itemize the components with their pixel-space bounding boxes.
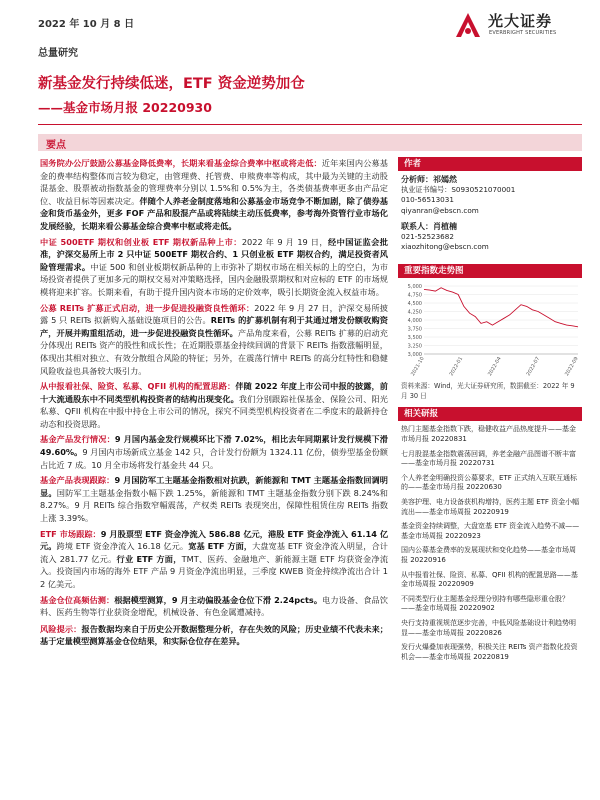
- related-report-item[interactable]: 基金资金持续调整，大盘宽基 ETF 资金流入趋势不减——基金市场周报 20220923: [401, 522, 580, 540]
- analyst-phone: 010-56513031: [401, 195, 454, 205]
- key-point-etf: ETF 市场跟踪：9 月股票型 ETF 资金净流入 586.88 亿元，港股 ETF 资金净流入 61.14 亿元。跨境 ETF 资金净流入 16.18 亿元。宽基 ETF 方面，大盘宽基 ETF 资金净流入明显，合计流入 281.77 亿元。行业 ETF 方面，TMT、医药、金融地产、新能源主题 ETF 均获资金净流入。投资国内市场的海外 ETF 产品 9 月资金净流出明显，三季度 KWEB 资金持续净流出合计 12 亿美元。: [40, 528, 389, 589]
- related-report-item[interactable]: 发行火爆叠加表现强势，积极关注 REITs 资产指数化投资机会——基金市场周报 20220819: [401, 643, 578, 661]
- chart-y-tick-label: 3,500: [407, 335, 422, 342]
- chart-x-tick-label: 2022-04: [487, 356, 503, 378]
- chart-y-tick-label: 3,250: [407, 343, 422, 350]
- chart-y-tick-label: 3,000: [407, 352, 422, 359]
- sidebar: [398, 157, 582, 667]
- key-point-position: 基金仓位高频估测：根据模型测算，9 月主动偏股基金仓位下滑 2.24pcts。电力设备、食品饮料、医药生物等行业获资金增配，机械设备、有色金属遭减持。: [40, 594, 388, 618]
- index-chart-section: [398, 264, 582, 401]
- logo-text-cn: 光大证券: [488, 12, 553, 30]
- chart-x-tick-label: 2022-07: [525, 356, 542, 378]
- key-point-issuance: 基金产品发行情况：9 月国内基金发行规模环比下滑 7.02%，相比去年同期累计发行规模下滑 49.60%。9 月国内市场新成立基金 142 只，合计发行份额为 1324.11 亿份，债券型基金份额占比近 7 成。10 月全市场将发行基金共 44 只。: [40, 434, 388, 470]
- related-reports: [398, 407, 582, 662]
- related-report-item[interactable]: 从中报看社保、险资、私募、QFII 机构的配置思路——基金市场周报 20220909: [401, 570, 578, 589]
- title-divider: [38, 124, 582, 125]
- authors-header: 作者: [398, 157, 582, 171]
- related-report-item[interactable]: 国内公募基金费率的发展现状和变化趋势——基金市场周报 20220916: [401, 546, 576, 564]
- analyst-card: [398, 175, 582, 216]
- key-point-institutions: 从中报看社保、险资、私募、QFII 机构的配置思路：伴随 2022 年度上市公司中报的披露，前十大流通股东中不同类型机构投资者的结构出现变化。我们分别跟踪社保基金、保险公司、阳光私募、QFII 机构在中报中持仓上市公司的情况，探究不同类型机构投资者在二季度末的最新持仓动态和投资思路。: [40, 381, 388, 429]
- report-category: 总量研究: [38, 48, 78, 59]
- contact-email[interactable]: xiaozhitong@ebscn.com: [401, 242, 489, 252]
- related-report-item[interactable]: 七月股混基金指数震荡回调，养老金融产品图谱不断丰富——基金市场月报 20220731: [401, 449, 576, 468]
- chart-y-tick-label: 4,750: [407, 292, 422, 299]
- key-points-label: 要点: [46, 140, 66, 151]
- report-title: 新基金发行持续低迷，ETF 资金逆势加仓: [38, 76, 305, 92]
- index-trend-chart: [398, 282, 582, 382]
- contact-card: [398, 222, 582, 253]
- chart-source: 资料来源：Wind，光大证券研究所，数据截至：2022 年 9 月 30 日: [401, 382, 575, 400]
- risk-warning: 风险提示：报告数据均来自于历史公开数据整理分析，存在失效的风险；历史业绩不代表未来；基于定量模型测算基金仓位结果，和实际仓位存在差异。: [40, 623, 388, 647]
- related-list: [398, 425, 582, 662]
- analyst-email[interactable]: qiyanran@ebscn.com: [401, 205, 479, 215]
- contact-phone: 021-52523682: [401, 232, 454, 242]
- key-point-fee: 国务院办公厅鼓励公募基金降低费率，长期来看基金综合费率中枢或将走低：近年来国内公募基金的费率结构整体而言较为稳定，由管理费、托管费、申赎费率等构成，其中最为关键的主动股混基金、股票被动指数基金的管理费率分别以 1.5%和 0.5%为主，各类债基费率更多由产品定位、收益目标等因素决定。伴随个人养老金制度落地和公募基金市场竞争不断加剧，除了债券基金和货币基金外，更多 FOF 产品和股混产品或将陆续主动压低费率，参考海外资管行业市场化发展经验，长期来看公募基金综合费率中枢或将走低。: [40, 158, 388, 231]
- report-date: 2022 年 10 月 8 日: [38, 19, 135, 30]
- chart-x-tick-label: 2022-09: [564, 356, 580, 378]
- logo-mark-icon: [452, 9, 484, 41]
- related-report-item[interactable]: 央行支持重视规范逐步完善，中低风险基础设计利趋势明显——基金市场周报 20220826: [401, 618, 576, 637]
- chart-y-tick-label: 3,750: [407, 326, 422, 333]
- related-header: 相关研报: [398, 407, 582, 421]
- analyst-name: 分析师：祁嫣然: [401, 175, 457, 184]
- chart-series-line: [424, 288, 578, 327]
- key-point-reits: 公募 REITs 扩募正式启动，进一步促进投融资良性循环：2022 年 9 月 27 日，沪深交易所披露 5 只 REITs 拟新购入基础设施项目的公告。REITs 的扩募机制有利于其通过增发份额收购资产，开展并购重组活动，进一步促进投融资良性循环。产品角度来看，公募 REITs 扩募的启动充分体现出 REITs 资产的股性和成长性；在近期股票基金持续回调的背景下 REITs 指数涨幅明显，体现出其相对独立、有效分散组合风险的特征；另外，在震荡行情中 REITs 的高分红特性和稳健风险收益也具备较大吸引力。: [40, 302, 388, 376]
- broker-logo: [452, 7, 582, 43]
- analyst-license: 执业证书编号：S0930521070001: [401, 185, 516, 195]
- report-subtitle: ——基金市场月报 20220930: [38, 100, 212, 115]
- logo-text-en: EVERBRIGHT SECURITIES: [489, 30, 557, 36]
- chart-x-tick-label: 2021-10: [410, 356, 426, 378]
- key-point-options: 中证 500ETF 期权和创业板 ETF 期权新品种上市：2022 年 9 月 19 日，经中国证监会批准，沪深交易所上市 2 只中证 500ETF 期权合约、1 只创业板 ETF 期权合约，满足投资者风险管理需求。中证 500 和创业板期权新品种的上市弥补了期权市场在相关标的上的空白，为市场投资者提供了更加多元的期权交易对冲策略选择，国内金融股票期权和对应标的 ETF 的市场规模将迎来扩容。长期来看，有助于提升国内资本市场的定价效率，吸引长期资金流入权益市场。: [40, 236, 388, 297]
- key-points-body: [40, 157, 388, 651]
- key-point-performance: 基金产品表现跟踪：9 月国防军工主题基金指数相对抗跌，新能源和 TMT 主题基金指数回调明显。国防军工主题基金指数小幅下跌 1.25%，新能源和 TMT 主题基金指数分别下跌 8.24%和 8.27%。9 月 REITs 综合指数窄幅震荡，产权类 REITs 表现突出，保障性租赁住房 REITs 指数上涨 3.39%。: [40, 475, 388, 524]
- key-points-bar: [38, 134, 582, 151]
- chart-y-tick-label: 4,250: [407, 309, 422, 316]
- chart-x-tick-label: 2022-01: [448, 356, 465, 378]
- chart-y-tick-label: 4,500: [407, 301, 422, 308]
- chart-header: 重要指数走势图: [398, 264, 582, 278]
- related-report-item[interactable]: 不同类型行业主题基金经理分别持有哪些隐形重仓股？——基金市场周报 20220902: [401, 594, 569, 613]
- chart-y-tick-label: 4,000: [407, 318, 422, 325]
- contact-name: 联系人：肖植楠: [401, 221, 457, 231]
- chart-y-tick-label: 5,000: [407, 284, 422, 291]
- related-report-item[interactable]: 美容护理、电力设备获机构增持，医药主题 ETF 资金小幅流出——基金市场周报 20220919: [401, 497, 580, 516]
- related-report-item[interactable]: 热门主题基金指数下跌，稳健收益产品热度提升——基金市场月报 20220831: [401, 425, 576, 444]
- related-report-item[interactable]: 个人养老金明确投资公募要求，ETF 正式纳入互联互通标的——基金市场月报 20220630: [401, 473, 577, 492]
